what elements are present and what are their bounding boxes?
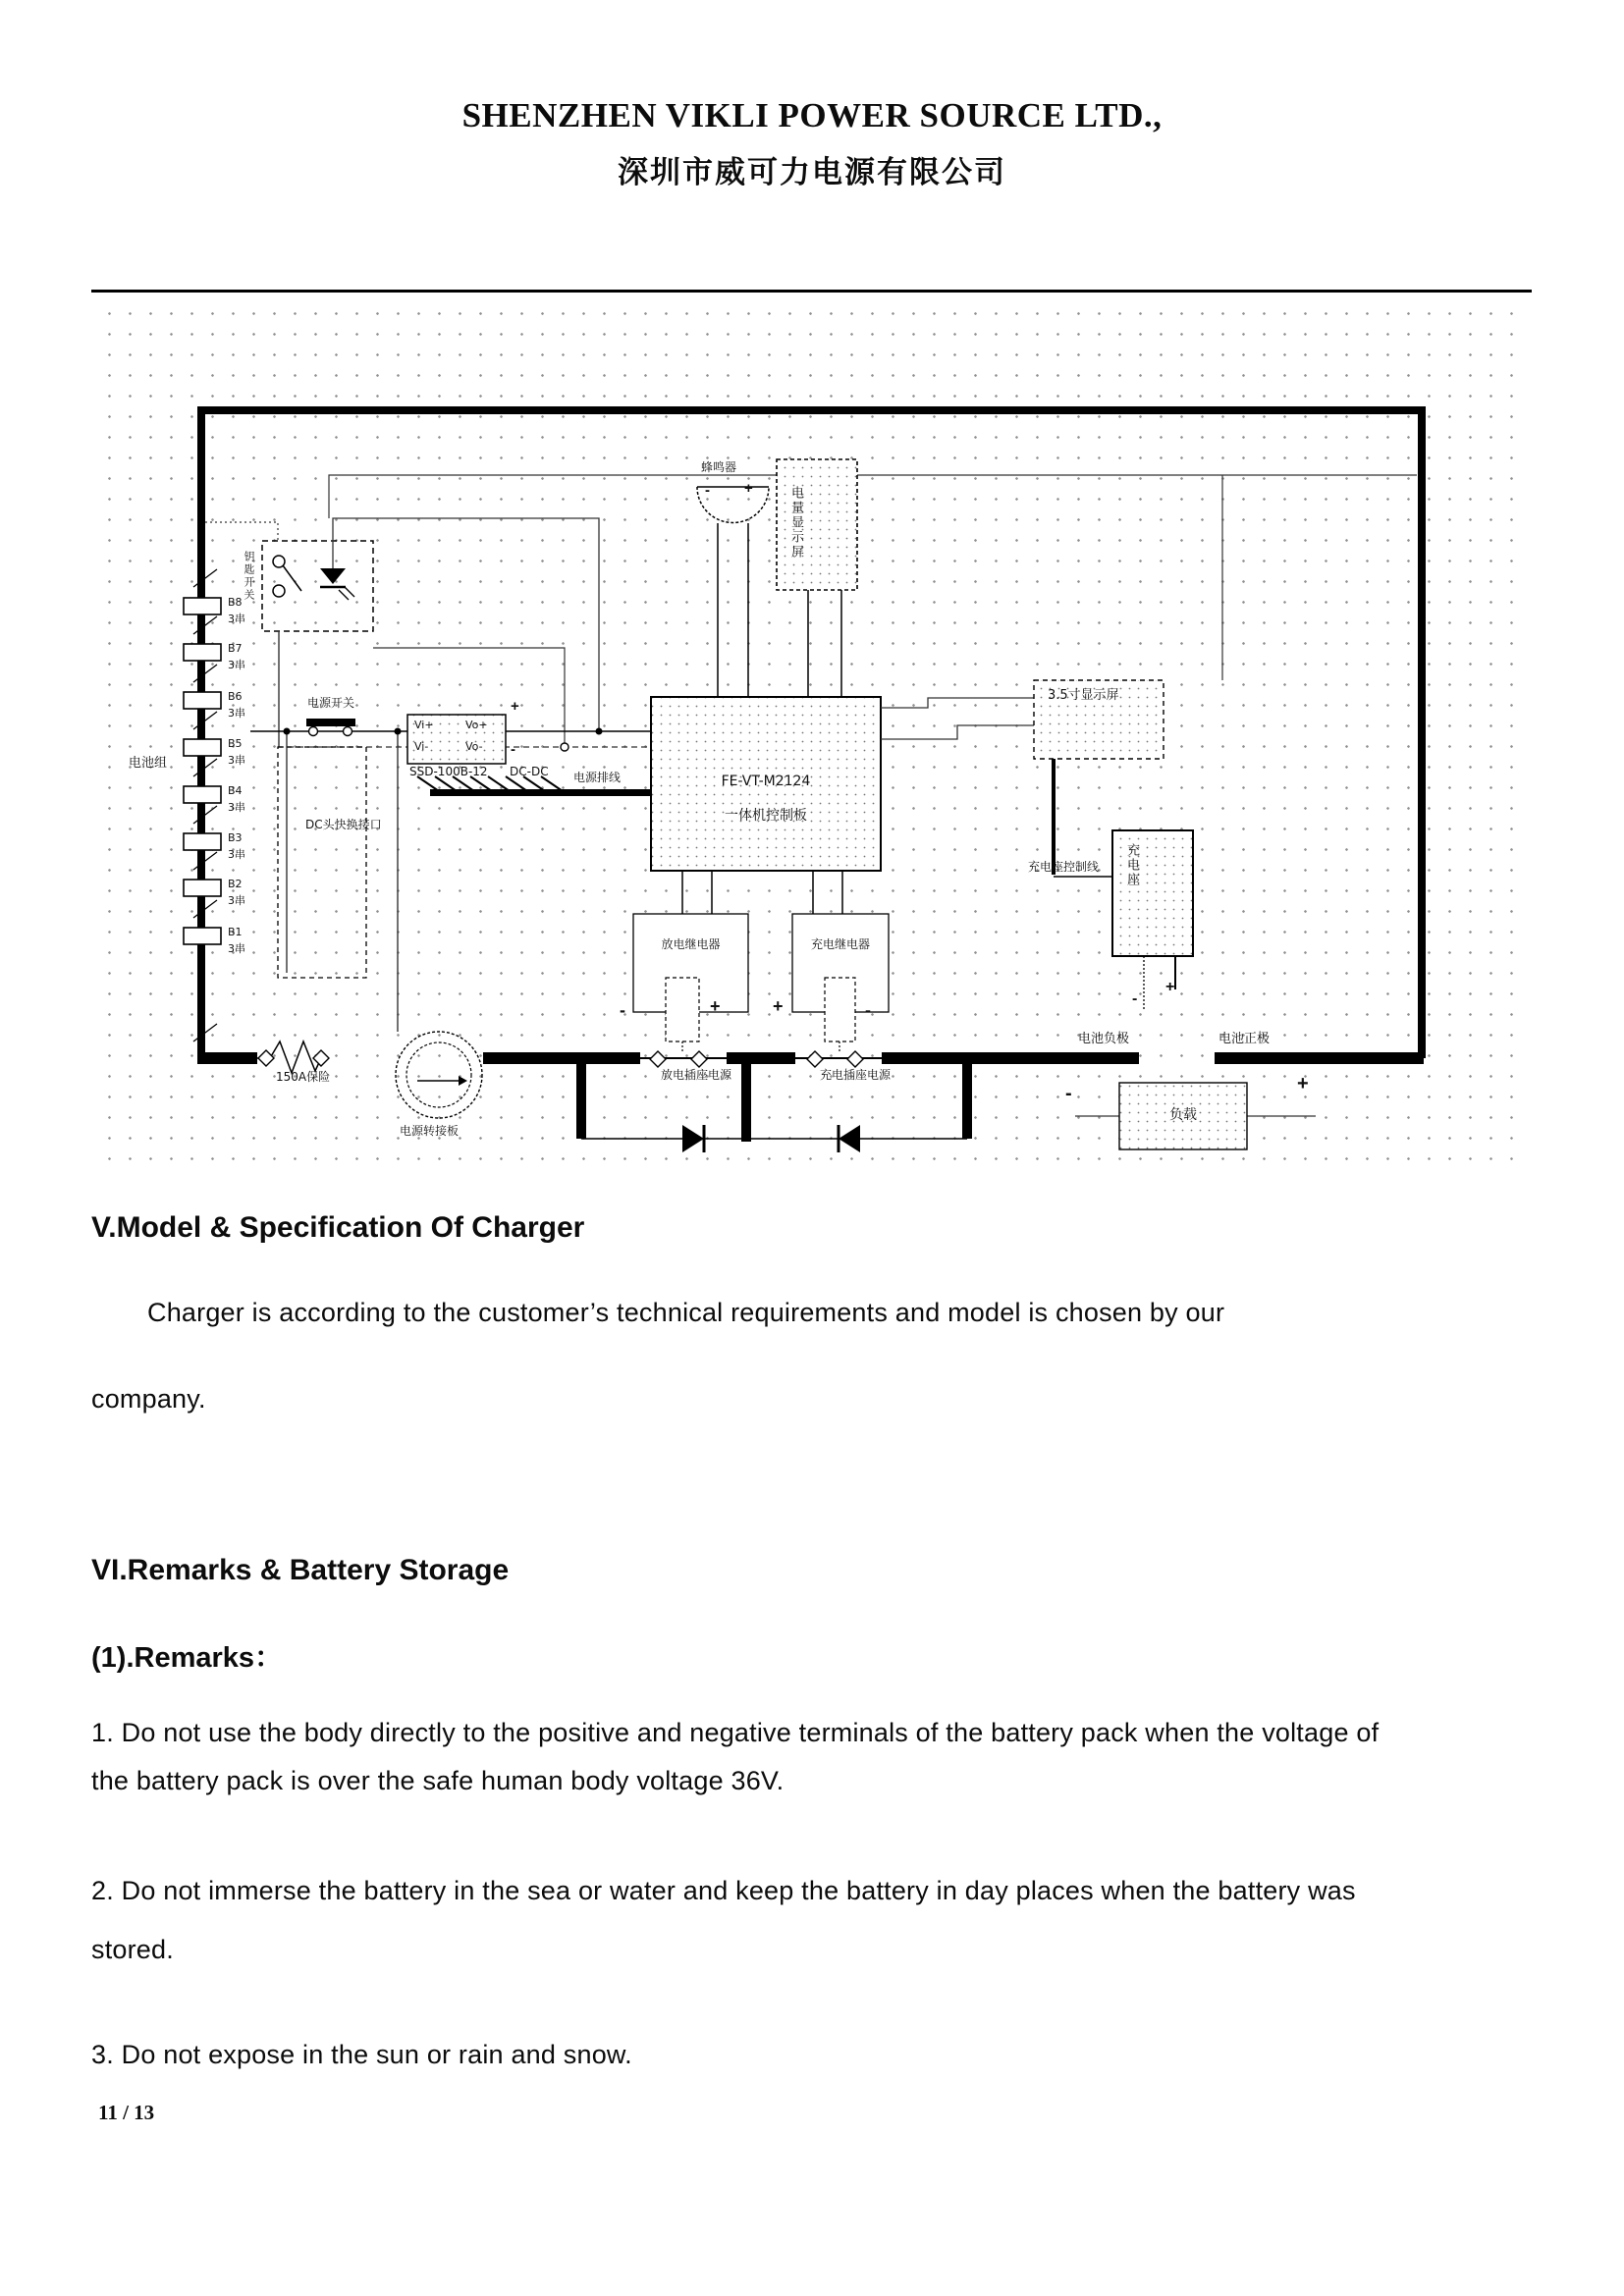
battery-negative-label: 电池负极 — [1078, 1032, 1130, 1046]
cell-b1-sub: 3串 — [228, 942, 245, 955]
charge-relay-plus: + — [773, 996, 784, 1016]
remark-item1-line1: 1. Do not use the body directly to the positive and negative terminals of the battery pack when the voltage of — [91, 1718, 1380, 1747]
power-switch-label: 电源开关 — [307, 696, 355, 710]
cell-b1-label: B1 — [228, 926, 243, 938]
buzzer-minus-mark: - — [705, 482, 710, 499]
charge-relay-minus: - — [865, 1000, 871, 1020]
load-minus-mark: - — [1065, 1083, 1072, 1104]
ribbon-cable — [417, 776, 658, 796]
circuit-diagram-svg — [93, 297, 1530, 1174]
dock-minus-mark: - — [1132, 990, 1138, 1007]
adapter-label: 电源转接板 — [400, 1124, 460, 1138]
remark-item2-line1: 2. Do not immerse the battery in the sea or water and keep the battery in day places when the battery was — [91, 1876, 1356, 1905]
remark-item3: 3. Do not expose in the sun or rain and snow. — [91, 2040, 632, 2069]
dcdc-plus-mark: + — [511, 698, 519, 715]
cell-b4-label: B4 — [228, 784, 243, 797]
cell-b7-sub: 3串 — [228, 659, 245, 671]
section-vi-heading: VI.Remarks & Battery Storage — [91, 1554, 510, 1586]
dcdc-pin-vi-plus: Vi+ — [414, 719, 434, 731]
board-name-label: 一体机控制板 — [725, 808, 807, 824]
diode-right-icon — [682, 1125, 704, 1152]
discharge-relay-plus: + — [710, 996, 721, 1016]
dc-port-label: DC头快换接口 — [305, 818, 382, 831]
diode-branch — [576, 1058, 972, 1152]
dock-control-label: 充电座控制线 — [1028, 860, 1100, 874]
remarks-subheading: (1).Remarks： — [91, 1642, 284, 1674]
cell-b6-label: B6 — [228, 690, 243, 703]
dcdc-type-label: DC-DC — [510, 765, 549, 778]
display-label: 3.5寸显示屏 — [1048, 688, 1119, 703]
battery-positive-label: 电池正极 — [1218, 1032, 1271, 1046]
cell-b3-sub: 3串 — [228, 848, 245, 861]
remark-item1-line2: the battery pack is over the safe human body voltage 36V. — [91, 1766, 785, 1795]
dock-plus-mark: + — [1165, 979, 1175, 995]
dcdc-pin-vi-minus: Vi- — [414, 740, 429, 753]
fuse-symbol — [257, 1041, 329, 1073]
dcdc-pin-vo-plus: Vo+ — [465, 719, 488, 731]
charge-relay-label: 充电继电器 — [810, 937, 870, 951]
page-number: 11 / 13 — [98, 2101, 155, 2124]
dcdc-model-label: SSD-100B-12 — [409, 765, 488, 778]
buzzer-plus-mark: + — [744, 480, 753, 497]
led-icon — [320, 568, 346, 584]
dc-port-box — [278, 747, 366, 978]
cell-b4-sub: 3串 — [228, 801, 245, 814]
board-model-label: FE-VT-M2124 — [721, 774, 811, 789]
section-v-paragraph-line1: Charger is according to the customer’s technical requirements and model is chosen by our — [147, 1298, 1225, 1327]
power-adapter-symbol — [396, 1032, 482, 1118]
load-plus-mark: + — [1297, 1073, 1309, 1095]
discharge-socket-label: 放电插座电源 — [661, 1068, 732, 1082]
charge-socket-label: 充电插座电源 — [820, 1068, 892, 1082]
cell-b2-label: B2 — [228, 878, 243, 890]
dock-label: 充电座 — [1124, 843, 1139, 887]
cell-b7-label: B7 — [228, 642, 243, 655]
cell-b5-label: B5 — [228, 737, 243, 750]
circuit-diagram — [93, 297, 1530, 1174]
buzzer-label: 蜂鸣器 — [701, 460, 737, 474]
cell-b5-sub: 3串 — [228, 754, 245, 767]
discharge-relay-label: 放电继电器 — [661, 937, 721, 951]
remark-item2-line2: stored. — [91, 1935, 174, 1964]
cell-b3-label: B3 — [228, 831, 243, 844]
ribbon-label: 电源排线 — [573, 771, 622, 784]
discharge-relay-minus: - — [620, 1000, 625, 1020]
cell-b2-sub: 3串 — [228, 894, 245, 907]
power-switch-symbol — [306, 719, 355, 736]
section-v-heading: V.Model & Specification Of Charger — [91, 1211, 585, 1244]
load-label: 负载 — [1169, 1107, 1197, 1123]
display-wires — [881, 698, 1034, 739]
cell-b6-sub: 3串 — [228, 707, 245, 720]
company-title-cn: 深圳市威可力电源有限公司 — [618, 155, 1006, 189]
indicator-label: 电量显示屏 — [788, 486, 803, 560]
fuse-label: 150A保险 — [276, 1070, 331, 1084]
diode-left-icon — [839, 1125, 860, 1152]
cell-b8-sub: 3串 — [228, 613, 245, 625]
dcdc-pin-vo-minus: Vo- — [465, 740, 483, 753]
company-title-en: SHENZHEN VIKLI POWER SOURCE LTD., — [461, 96, 1163, 134]
relay-wires — [682, 871, 842, 914]
key-switch-led-box — [262, 541, 373, 631]
header-divider — [91, 290, 1532, 293]
dcdc-minus-mark: - — [511, 741, 515, 758]
section-v-paragraph-line2: company. — [91, 1384, 206, 1414]
battery-pack-label: 电池组 — [129, 756, 168, 771]
cell-b8-label: B8 — [228, 596, 243, 609]
key-switch-label: 钥匙开关 — [243, 551, 255, 602]
